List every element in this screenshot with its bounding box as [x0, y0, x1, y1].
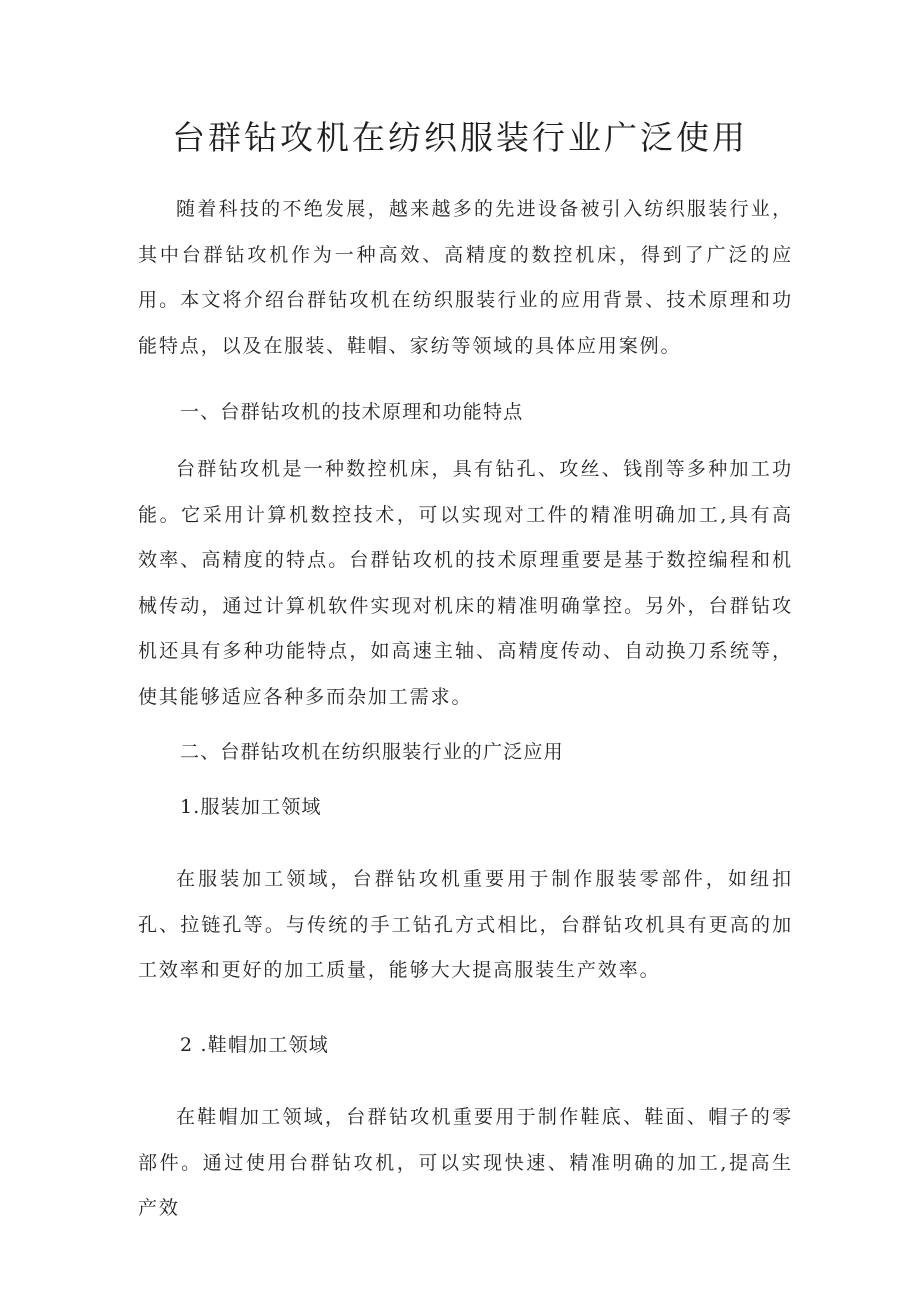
- section1-heading: 一、台群钻攻机的技术原理和功能特点: [180, 401, 524, 423]
- subsection2-heading: 2 .鞋帽加工领域: [180, 1034, 329, 1056]
- subsection2-paragraph: 在鞋帽加工领域，台群钻攻机重要用于制作鞋底、鞋面、帽子的零部件。通过使用台群钻攻机，可以实现快速、精准明确的加工,提高生产效: [138, 1106, 793, 1219]
- section1-paragraph: 台群钻攻机是一种数控机床，具有钻孔、攻丝、钱削等多种加工功能。它采用计算机数控技术，可以实现对工件的精准明确加工,具有高效率、高精度的特点。台群钻攻机的技术原理重要是基于数控编程和机械传动，通过计算机软件实现对机床的精准明确掌控。另外，台群钻攻机还具有多种功能特点，如高速主轴、高精度传动、自动换刀系统等，使其能够适应各种多而杂加工需求。: [138, 458, 793, 708]
- section2-heading: 二、台群钻攻机在纺织服装行业的广泛应用: [180, 741, 564, 763]
- intro-paragraph: 随着科技的不绝发展，越来越多的先进设备被引入纺织服装行业，其中台群钻攻机作为一种高效、高精度的数控机床，得到了广泛的应用。本文将介绍台群钻攻机在纺织服装行业的应用背景、技术原理和功能特点，以及在服装、鞋帽、家纺等领域的具体应用案例。: [138, 198, 793, 357]
- document-title: 台群钻攻机在纺织服装行业广泛使用: [172, 118, 748, 157]
- subsection1-heading: 1.服装加工领域: [180, 796, 322, 818]
- subsection1-paragraph: 在服装加工领域，台群钻攻机重要用于制作服装零部件，如纽扣孔、拉链孔等。与传统的手工钻孔方式相比，台群钻攻机具有更高的加工效率和更好的加工质量，能够大大提高服装生产效率。: [138, 868, 793, 981]
